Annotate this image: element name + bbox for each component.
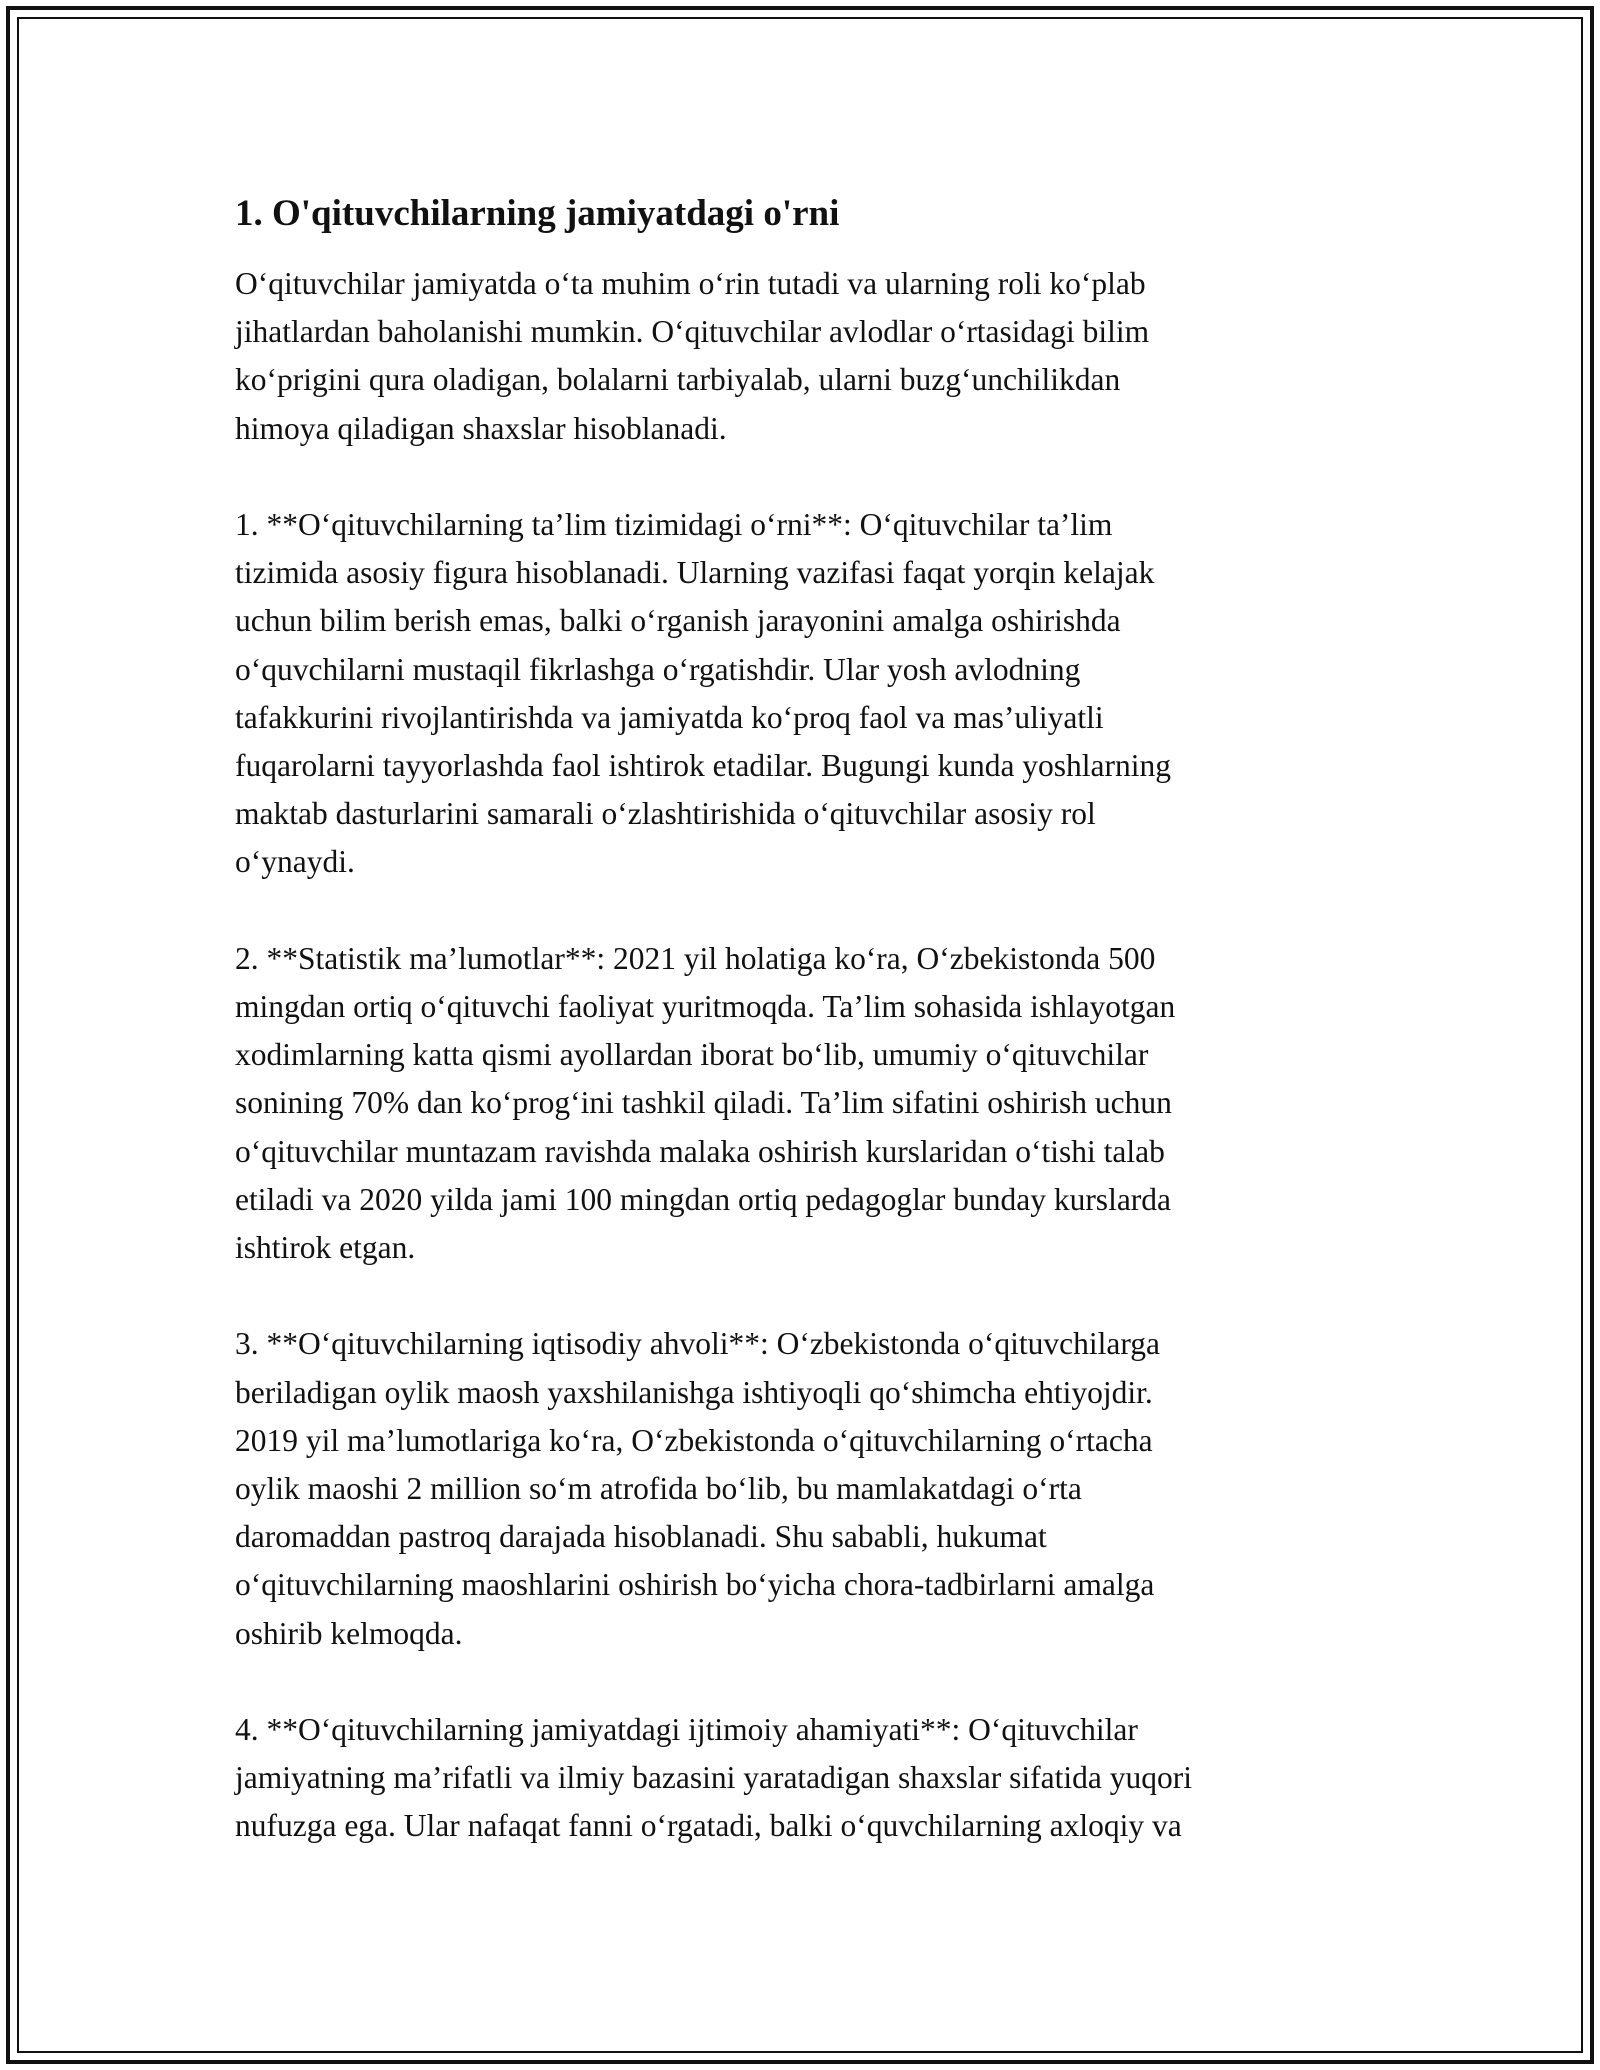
paragraph-economic-status: 3. **O‘qituvchilarning iqtisodiy ahvoli**: O‘zbekistonda o‘qituvchilarga beriladigan oylik maosh yaxshilanishga ishtiyoqli qo‘shimcha ehtiyojdir. 2019 yil ma’lumotlariga ko‘ra, O‘zbekistonda o‘qituvchilarning o‘rtacha oylik maoshi 2 million so‘m atrofida bo‘lib, bu mamlakatdagi o‘rta daromaddan pastroq darajada hisoblanadi. Shu sababli, hukumat o‘qituvchilarning maoshlarini oshirish bo‘yicha chora-tadbirlarni amalga oshirib kelmoqda. — [235, 1326, 1161, 1651]
intro-paragraph: O‘qituvchilar jamiyatda o‘ta muhim o‘rin tutadi va ularning roli ko‘plab jihatlardan baholanishi mumkin. O‘qituvchilar avlodlar o‘rtasidagi bilim ko‘prigini qura oladigan, bolalarni tarbiyalab, ularni buzg‘unchilikdan himoya qiladigan shaxslar hisoblanadi. — [235, 266, 1150, 446]
section-heading: 1. O'qituvchilarning jamiyatdagi o'rni — [235, 193, 840, 234]
paragraph-social-importance: 4. **O‘qituvchilarning jamiyatdagi ijtimoiy ahamiyati**: O‘qituvchilar jamiyatning ma’rifatli va ilmiy bazasini yaratadigan shaxslar sifatida yuqori nufuzga ega. Ular nafaqat fanni o‘rgatadi, balki o‘quvchilarning axloqiy va — [235, 1712, 1192, 1844]
paragraph-statistics: 2. **Statistik ma’lumotlar**: 2021 yil holatiga ko‘ra, O‘zbekistonda 500 mingdan ortiq o‘qituvchi faoliyat yuritmoqda. Ta’lim sohasida ishlayotgan xodimlarning katta qismi ayollardan iborat bo‘lib, umumiy o‘qituvchilar sonining 70% dan ko‘prog‘ini tashkil qiladi. Ta’lim sifatini oshirish uchun o‘qituvchilar muntazam ravishda malaka oshirish kurslaridan o‘tishi talab etiladi va 2020 yilda jami 100 mingdan ortiq pedagoglar bunday kurslarda ishtirok etgan. — [235, 940, 1176, 1266]
paragraph-education-role: 1. **O‘qituvchilarning ta’lim tizimidagi o‘rni**: O‘qituvchilar ta’lim tizimida asosiy figura hisoblanadi. Ularning vazifasi faqat yorqin kelajak uchun bilim berish emas, balki o‘rganish jarayonini amalga oshirishda o‘quvchilarni mustaqil fikrlashga o‘rgatishdir. Ular yosh avlodning tafakkurini rivojlantirishda va jamiyatda ko‘proq faol va mas’uliyatli fuqarolarni tayyorlashda faol ishtirok etadilar. Bugungi kunda yoshlarning maktab dasturlarini samarali o‘zlashtirishida o‘qituvchilar asosiy rol o‘ynaydi. — [235, 507, 1172, 880]
document-body — [235, 188, 1365, 1899]
